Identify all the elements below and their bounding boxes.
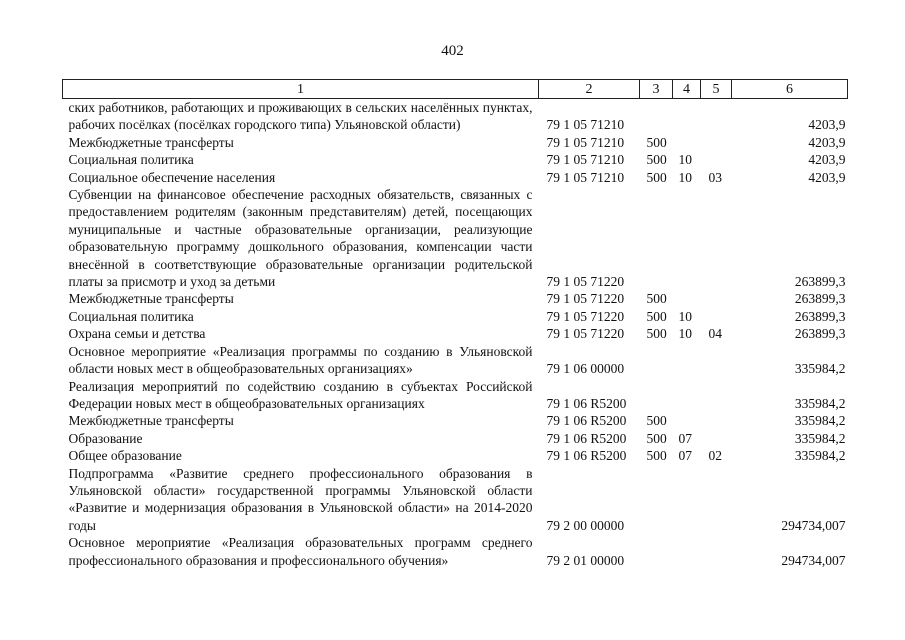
row-subsection-code: [701, 343, 732, 378]
table-row: [63, 378, 848, 413]
row-subsection-code: [701, 151, 732, 168]
table-body: [63, 99, 848, 569]
row-amount: 263899,3: [794, 308, 846, 324]
table-row: [63, 308, 848, 325]
header-col-1: 1: [63, 80, 539, 99]
row-subsection-code: 03: [708, 169, 722, 185]
budget-table: [62, 79, 848, 569]
row-section-code: [673, 412, 701, 429]
row-type-code: [640, 378, 673, 413]
header-col-4: 4: [673, 80, 701, 99]
row-code: 79 1 05 71210: [546, 169, 625, 185]
row-code: 79 1 05 71220: [546, 308, 625, 324]
row-amount: 294734,007: [781, 552, 846, 568]
row-type-code: 500: [646, 326, 667, 342]
row-code: 79 1 05 71220: [546, 274, 625, 290]
row-code: 79 1 06 R5200: [546, 430, 627, 446]
row-amount: 4203,9: [808, 117, 846, 133]
row-name: Образование: [68, 430, 143, 446]
row-code: 79 1 06 00000: [546, 361, 625, 377]
row-subsection-code: [701, 290, 732, 307]
row-amount: 335984,2: [794, 448, 846, 464]
row-type-code: 500: [646, 413, 667, 429]
table-row: [63, 99, 848, 134]
row-type-code: [640, 186, 673, 290]
row-section-code: 10: [678, 169, 692, 185]
table-header: [63, 80, 848, 99]
row-section-code: [673, 99, 701, 134]
row-name: Охрана семьи и детства: [68, 326, 206, 342]
table-row: [63, 343, 848, 378]
table-row: [63, 534, 848, 569]
row-name: Социальное обеспечение населения: [68, 169, 276, 185]
row-type-code: 500: [646, 169, 667, 185]
row-subsection-code: [701, 378, 732, 413]
row-name: Реализация мероприятий по содействию созданию в субъектах Российской Федерации новых мест в общеобразовательных организациях: [68, 378, 533, 411]
row-amount: 335984,2: [794, 430, 846, 446]
row-amount: 335984,2: [794, 361, 846, 377]
table-row: [63, 151, 848, 168]
header-col-3: 3: [640, 80, 673, 99]
row-section-code: 07: [678, 430, 692, 446]
row-section-code: 10: [678, 308, 692, 324]
table-row: [63, 186, 848, 290]
row-name: Основное мероприятие «Реализация образовательных программ среднего профессионального образования и профессионального обучения»: [68, 535, 533, 568]
table-row: [63, 412, 848, 429]
row-type-code: 500: [646, 291, 667, 307]
row-subsection-code: [701, 99, 732, 134]
row-section-code: [673, 534, 701, 569]
page-number: 402: [441, 43, 464, 59]
row-section-code: [673, 465, 701, 535]
row-subsection-code: [701, 134, 732, 151]
row-type-code: [640, 343, 673, 378]
row-code: 79 1 05 71210: [546, 134, 625, 150]
row-name: Подпрограмма «Развитие среднего профессионального образования в Ульяновской области» государственной программы Ульяновской области «Развитие и модернизация образования в Ульяновской области» на 2014-2020 годы: [68, 465, 533, 533]
row-type-code: 500: [646, 430, 667, 446]
row-subsection-code: 04: [708, 326, 722, 342]
header-col-2: 2: [539, 80, 640, 99]
row-type-code: [640, 534, 673, 569]
row-code: 79 1 05 71210: [546, 117, 625, 133]
table-row: [63, 325, 848, 342]
row-name: Субвенции на финансовое обеспечение расходных обязательств, связанных с предоставлением родителям (законным представителям) детей, посещающих муниципальные и частные образовательные организации, реализующие образовательную программу дошкольного образования, компенсации части внесённой в соответствующие образовательные организации родительской платы за присмотр и уход за детьми: [68, 187, 533, 290]
row-amount: 263899,3: [794, 274, 846, 290]
row-name: Основное мероприятие «Реализация программы по созданию в Ульяновской области новых мест в общеобразовательных организациях»: [68, 343, 533, 377]
row-subsection-code: [701, 465, 732, 535]
row-name: Межбюджетные трансферты: [68, 134, 234, 150]
row-section-code: [673, 290, 701, 307]
row-amount: 335984,2: [794, 413, 846, 429]
row-type-code: 500: [646, 308, 667, 324]
table-row: [63, 465, 848, 535]
row-section-code: 10: [678, 152, 692, 168]
row-type-code: 500: [646, 134, 667, 150]
row-subsection-code: [701, 412, 732, 429]
row-name: Межбюджетные трансферты: [68, 413, 234, 429]
row-amount: 4203,9: [808, 134, 846, 150]
row-amount: 263899,3: [794, 326, 846, 342]
row-section-code: [673, 134, 701, 151]
table-row: [63, 290, 848, 307]
row-code: 79 1 06 R5200: [546, 395, 627, 411]
row-type-code: 500: [646, 448, 667, 464]
row-code: 79 1 05 71220: [546, 326, 625, 342]
row-section-code: [673, 378, 701, 413]
table-row: [63, 169, 848, 186]
row-code: 79 1 05 71210: [546, 152, 625, 168]
row-amount: 4203,9: [808, 152, 846, 168]
row-name: Социальная политика: [68, 152, 194, 168]
row-name: ских работников, работающих и проживающих в сельских населённых пунктах, рабочих посёлках (посёлках городского типа) Ульяновской области): [68, 100, 533, 133]
row-type-code: [640, 99, 673, 134]
row-name: Межбюджетные трансферты: [68, 291, 234, 307]
row-code: 79 1 06 R5200: [546, 448, 627, 464]
table-row: [63, 430, 848, 447]
row-code: 79 1 06 R5200: [546, 413, 627, 429]
row-section-code: 07: [678, 448, 692, 464]
row-section-code: [673, 186, 701, 290]
row-amount: 294734,007: [781, 517, 846, 533]
row-name: Социальная политика: [68, 308, 194, 324]
header-col-6: 6: [732, 80, 848, 99]
row-code: 79 2 01 00000: [546, 552, 625, 568]
row-section-code: 10: [678, 326, 692, 342]
row-amount: 335984,2: [794, 395, 846, 411]
row-type-code: 500: [646, 152, 667, 168]
row-code: 79 1 05 71220: [546, 291, 625, 307]
row-subsection-code: 02: [708, 448, 722, 464]
row-subsection-code: [701, 430, 732, 447]
table-row: [63, 447, 848, 464]
row-amount: 263899,3: [794, 291, 846, 307]
row-code: 79 2 00 00000: [546, 517, 625, 533]
row-name: Общее образование: [68, 448, 182, 464]
row-subsection-code: [701, 534, 732, 569]
header-col-5: 5: [701, 80, 732, 99]
row-amount: 4203,9: [808, 169, 846, 185]
row-section-code: [673, 343, 701, 378]
row-subsection-code: [701, 308, 732, 325]
row-type-code: [640, 465, 673, 535]
table-row: [63, 134, 848, 151]
row-subsection-code: [701, 186, 732, 290]
